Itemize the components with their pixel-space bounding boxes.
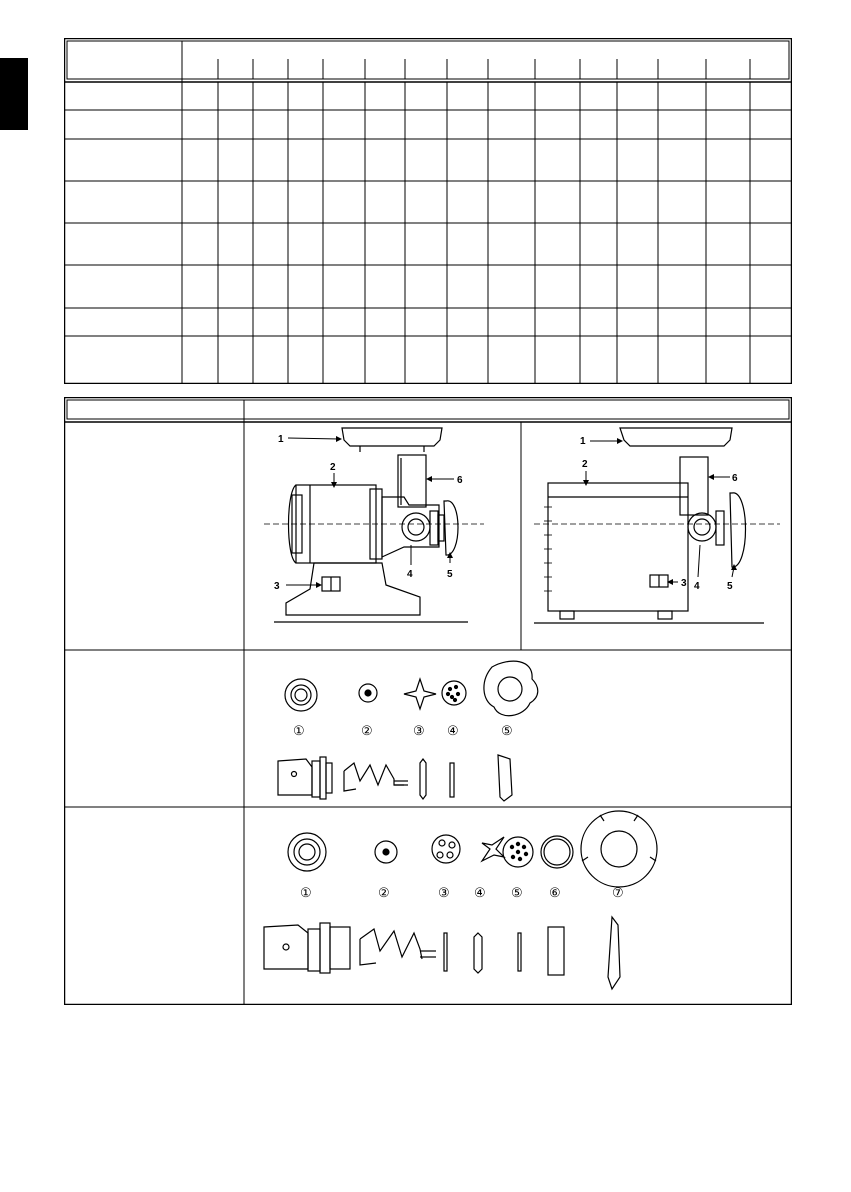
large-part-label-1: ① [300,885,312,900]
machine-diagram-right [534,428,780,623]
specification-table-grid [64,38,792,384]
parts-table [64,397,792,1005]
machine-right-callout-2: 2 [582,459,588,470]
small-part-label-1: ① [293,723,305,738]
small-part-5-ring-nut [484,661,538,716]
small-part-label-4: ④ [447,723,459,738]
machine-diagram-left [264,428,484,622]
machine-left-callout-4: 4 [407,569,413,580]
machine-left-callout-6: 6 [457,475,463,486]
small-part-label-2: ② [361,723,373,738]
machine-left-callout-2: 2 [330,462,336,473]
machine-right-callout-4: 4 [694,581,700,592]
large-component-set [264,811,657,989]
section-tab-marker [0,58,28,130]
large-part-2-collar [375,841,397,863]
small-part-4-plate [442,681,466,705]
large-side-views [264,917,620,989]
large-part-labels [300,885,624,900]
small-part-3-blade [404,679,436,709]
parts-table-grid [64,397,792,1005]
small-component-set [278,661,538,801]
specification-table [64,38,792,384]
large-part-label-3: ③ [438,885,450,900]
small-part-labels [293,723,513,738]
large-part-1-ring [288,833,326,871]
small-side-views [278,755,512,801]
small-part-1-ring [285,679,317,711]
large-part-label-4: ④ [474,885,486,900]
large-part-label-6: ⑥ [549,885,561,900]
large-part-4-blade [482,837,504,861]
large-part-5-plate [503,837,533,867]
large-part-6-spacer [541,836,573,868]
large-part-3-cutter [432,835,460,863]
large-part-7-ring-nut [581,811,657,887]
large-part-label-7: ⑦ [612,885,624,900]
machine-left-callout-1: 1 [278,434,284,445]
small-part-label-3: ③ [413,723,425,738]
large-part-label-2: ② [378,885,390,900]
machine-right-callout-1: 1 [580,436,586,447]
machine-right-callout-5: 5 [727,581,733,592]
large-part-label-5: ⑤ [511,885,523,900]
machine-left-callout-3: 3 [274,581,280,592]
small-part-2-collar [359,684,377,702]
machine-right-callouts [580,436,738,592]
machine-left-callout-5: 5 [447,569,453,580]
machine-right-callout-3: 3 [681,578,687,589]
small-part-label-5: ⑤ [501,723,513,738]
machine-right-callout-6: 6 [732,473,738,484]
